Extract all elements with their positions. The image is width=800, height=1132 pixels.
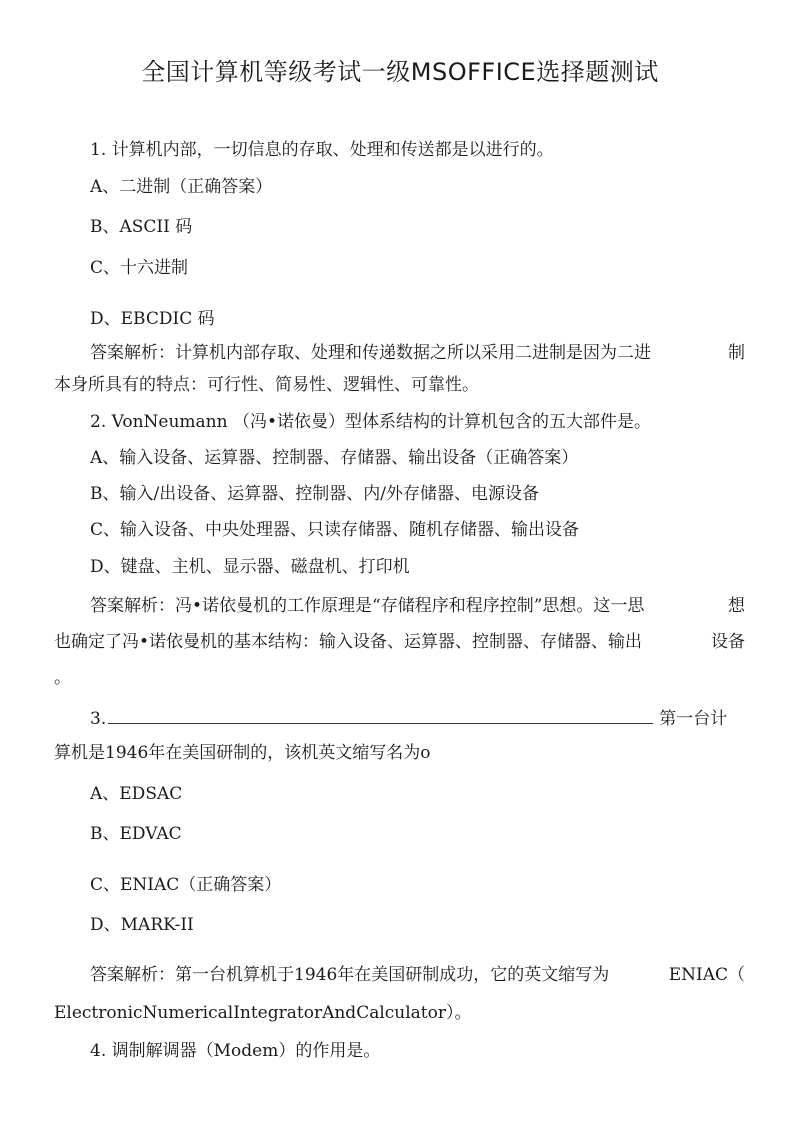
document-title: 全国计算机等级考试一级MSOFFICE选择题测试 (141, 58, 659, 86)
q2-explanation-line-1: 答案解析：冯•诺依曼机的工作原理是“存储程序和程序控制”思想。这一思 想 (90, 596, 745, 616)
fill-in-blank (108, 705, 653, 724)
q2-option-c: C、输入设备、中央处理器、只读存储器、随机存储器、输出设备 (90, 520, 580, 540)
question-3-line-2: 算机是1946年在美国研制的，该机英文缩写名为o (54, 743, 431, 763)
q3-option-b: B、EDVAC (90, 824, 182, 844)
q2-option-b: B、输入/出设备、运算器、控制器、内/外存储器、电源设备 (90, 484, 539, 504)
q3-explanation-line-1: 答案解析：第一台机算机于1946年在美国研制成功，它的英文缩写为 ENIAC（ (90, 965, 745, 985)
question-2: 2. VonNeumann （冯•诺依曼）型体系结构的计算机包含的五大部件是。 (90, 412, 651, 432)
question-3-line-1: 3. 第一台计 (90, 705, 727, 731)
q3-option-c: C、ENIAC（正确答案） (90, 875, 282, 895)
q3-explanation-line-2: ElectronicNumericalIntegratorAndCalculator）。 (54, 1003, 472, 1023)
q1-option-d: D、EBCDIC 码 (90, 309, 215, 329)
q1-option-b: B、ASCII 码 (90, 217, 193, 237)
q2-option-d: D、键盘、主机、显示器、磁盘机、打印机 (90, 557, 410, 577)
q3-option-d: D、MARK-II (90, 915, 194, 935)
q2-explanation-line-2: 也确定了冯•诺依曼机的基本结构：输入设备、运算器、控制器、存储器、输出 设备 (54, 632, 745, 652)
q1-explanation-line-1: 答案解析：计算机内部存取、处理和传递数据之所以采用二进制是因为二进 制 (90, 343, 745, 363)
q1-option-a: A、二进制（正确答案） (90, 177, 273, 197)
q1-explanation-line-2: 本身所具有的特点：可行性、简易性、逻辑性、可靠性。 (54, 375, 479, 395)
q2-explanation-line-3: 。 (54, 668, 71, 688)
q1-option-c: C、十六进制 (90, 258, 189, 278)
question-4: 4. 调制解调器（Modem）的作用是。 (90, 1041, 381, 1061)
q2-option-a: A、输入设备、运算器、控制器、存储器、输出设备（正确答案） (90, 448, 579, 468)
q3-option-a: A、EDSAC (90, 784, 183, 804)
question-1: 1. 计算机内部，一切信息的存取、处理和传送都是以进行的。 (90, 140, 554, 160)
